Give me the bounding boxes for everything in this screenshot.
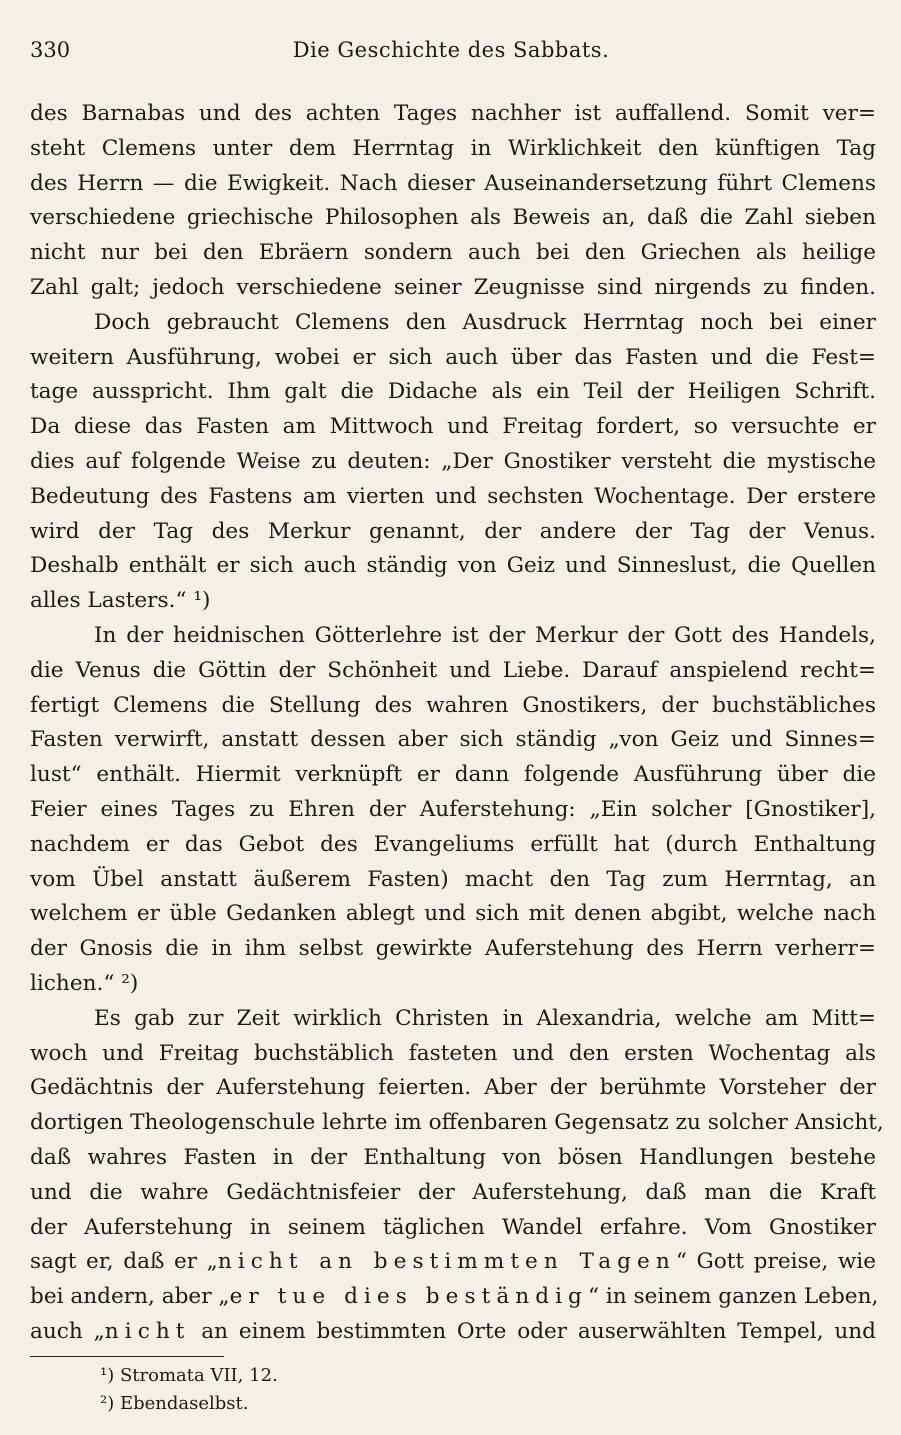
- text-line: Fasten verwirft, anstatt dessen aber sich ständig „von Geiz und Sinnes=: [30, 727, 876, 753]
- running-head: [30, 34, 872, 66]
- line-text: an einem bestimmten Orte oder auserwählten Tempel, und: [190, 1318, 876, 1344]
- text-line: und die wahre Gedächtnisfeier der Auferstehung, daß man die Kraft: [30, 1179, 876, 1205]
- text-line: lust“ enthält. Hiermit verknüpft er dann folgende Ausführung über die: [30, 762, 876, 788]
- text-line: Es gab zur Zeit wirklich Christen in Alexandria, welche am Mitt=: [94, 1005, 876, 1031]
- running-title: Die Geschichte des Sabbats.: [292, 38, 610, 62]
- page-number: 330: [30, 38, 71, 62]
- text-line: die Venus die Göttin der Schönheit und Liebe. Darauf anspielend recht=: [30, 657, 876, 683]
- footnotes: [100, 1362, 800, 1418]
- text-line: der Gnosis die in ihm selbst gewirkte Auferstehung des Herrn verherr=: [30, 936, 876, 962]
- text-line: der Auferstehung in seinem täglichen Wandel erfahre. Vom Gnostiker: [30, 1214, 876, 1240]
- footnote-divider: [30, 1356, 224, 1357]
- text-line: daß wahres Fasten in der Enthaltung von bösen Handlungen bestehe: [30, 1144, 876, 1170]
- spaced-emphasis: nicht: [104, 1318, 191, 1344]
- text-line: Gedächtnis der Auferstehung feierten. Aber der berühmte Vorsteher der: [30, 1075, 876, 1101]
- line-text: sagt er, daß er „: [30, 1249, 218, 1275]
- text-line: welchem er üble Gedanken ablegt und sich mit denen abgibt, welche nach: [30, 901, 876, 927]
- text-line: lichen.“ ²): [30, 970, 139, 996]
- line-text: bei andern, aber „: [30, 1284, 230, 1310]
- text-line: verschiedene griechische Philosophen als Beweis an, daß die Zahl sieben: [30, 205, 876, 231]
- line-text: “ in seinem ganzen Leben,: [587, 1284, 879, 1310]
- line-text: “ Gott preise, wie: [675, 1249, 876, 1275]
- text-line-emphasis: [30, 1245, 876, 1280]
- text-line: steht Clemens unter dem Herrntag in Wirklichkeit den künftigen Tag: [30, 135, 876, 161]
- text-line: Bedeutung des Fastens am vierten und sechsten Wochentage. Der erstere: [30, 483, 876, 509]
- text-line: In der heidnischen Götterlehre ist der Merkur der Gott des Handels,: [94, 622, 876, 648]
- spaced-emphasis: nicht an bestimmten Tagen: [217, 1249, 676, 1275]
- line-text: auch „: [30, 1318, 105, 1344]
- text-line: Deshalb enthält er sich auch ständig von Geiz und Sinneslust, die Quellen: [30, 553, 876, 579]
- text-line: weitern Ausführung, wobei er sich auch über das Fasten und die Fest=: [30, 344, 876, 370]
- text-line: dies auf folgende Weise zu deuten: „Der Gnostiker versteht die mystische: [30, 448, 876, 474]
- text-line: nachdem er das Gebot des Evangeliums erfüllt hat (durch Enthaltung: [30, 831, 876, 857]
- text-line: Feier eines Tages zu Ehren der Auferstehung: „Ein solcher [Gnostiker],: [30, 796, 876, 822]
- text-line: Doch gebraucht Clemens den Ausdruck Herrntag noch bei einer: [94, 309, 876, 335]
- text-line: nicht nur bei den Ebräern sondern auch bei den Griechen als heilige: [30, 240, 876, 266]
- footnote-2: ²) Ebendaselbst.: [100, 1393, 249, 1414]
- text-line: wird der Tag des Merkur genannt, der andere der Tag der Venus.: [30, 518, 876, 544]
- text-line: des Herrn — die Ewigkeit. Nach dieser Auseinandersetzung führt Clemens: [30, 170, 876, 196]
- text-line-emphasis: [30, 1280, 879, 1315]
- text-line: Zahl galt; jedoch verschiedene seiner Zeugnisse sind nirgends zu finden.: [30, 274, 876, 300]
- text-line: alles Lasters.“ ¹): [30, 588, 211, 614]
- text-line: tage ausspricht. Ihm galt die Didache als ein Teil der Heiligen Schrift.: [30, 379, 876, 405]
- text-line: dortigen Theologenschule lehrte im offenbaren Gegensatz zu solcher Ansicht,: [30, 1110, 884, 1136]
- text-line: des Barnabas und des achten Tages nachher ist auffallend. Somit ver=: [30, 101, 876, 126]
- text-line: woch und Freitag buchstäblich fasteten und den ersten Wochentag als: [30, 1040, 876, 1066]
- spaced-emphasis: er tue dies beständig: [229, 1284, 588, 1310]
- text-line: vom Übel anstatt äußerem Fasten) macht den Tag zum Herrntag, an: [30, 866, 876, 892]
- text-line-emphasis: [30, 1315, 876, 1350]
- text-line: fertigt Clemens die Stellung des wahren Gnostikers, der buchstäbliches: [30, 692, 876, 718]
- body-text: [30, 97, 884, 1350]
- footnote-1: ¹) Stromata VII, 12.: [100, 1365, 278, 1386]
- text-line: Da diese das Fasten am Mittwoch und Freitag fordert, so versuchte er: [30, 414, 876, 440]
